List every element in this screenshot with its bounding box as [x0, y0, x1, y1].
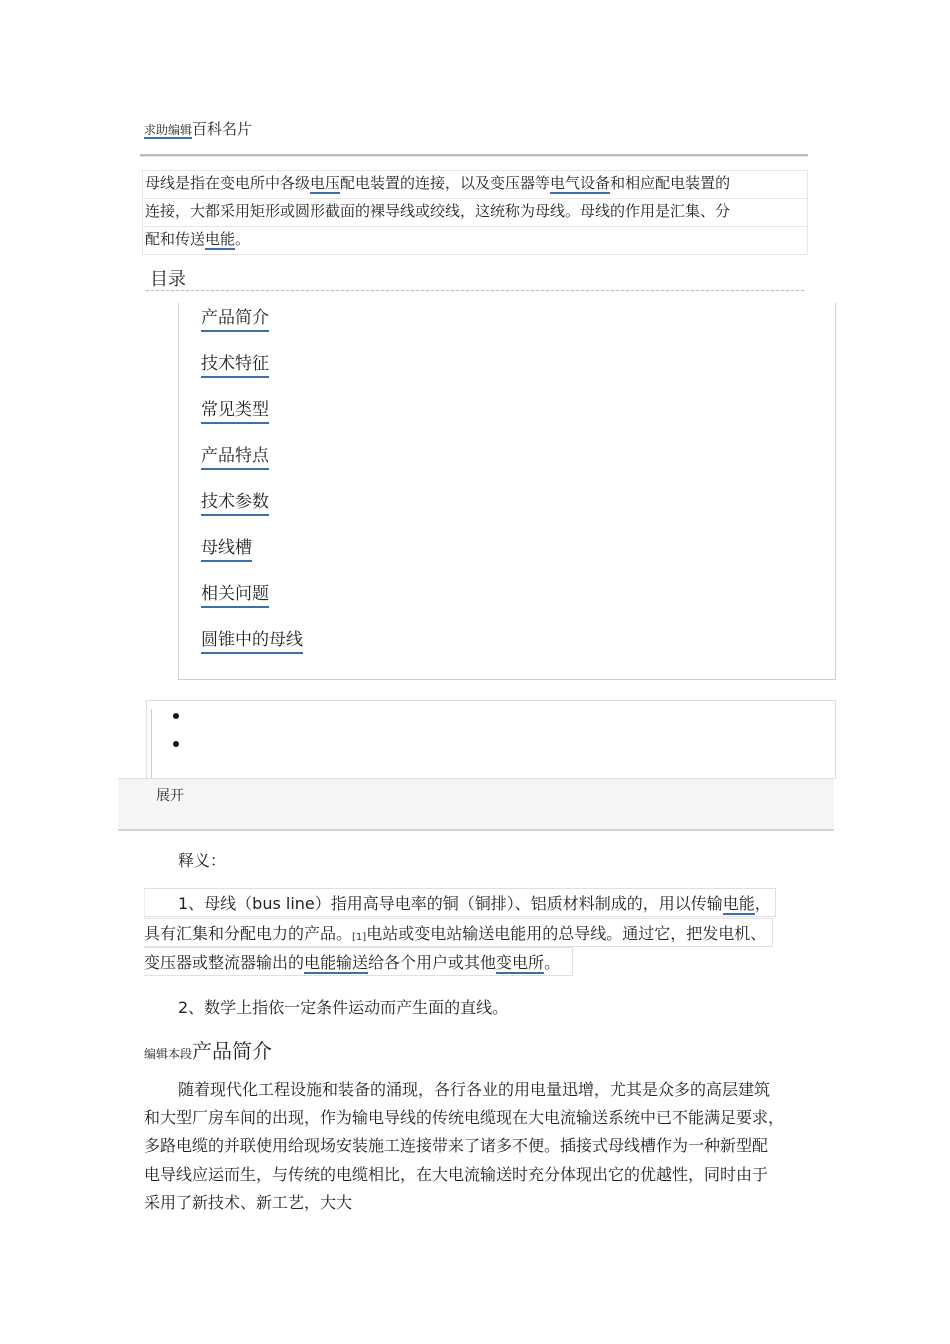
- section-title: 产品简介: [192, 1039, 273, 1063]
- toc-item-related-questions[interactable]: 相关问题: [201, 582, 269, 608]
- toc-item-product-traits[interactable]: 产品特点: [201, 444, 269, 470]
- expand-bar[interactable]: [118, 778, 834, 831]
- intro-line: 母线是指在变电所中各级电压配电装置的连接，以及变压器等电气设备和相应配电装置的: [142, 170, 808, 199]
- paragraph-line: 和大型厂房车间的出现，作为输电导线的传统电缆现在大电流输送系统中已不能满足要求，: [144, 1108, 785, 1127]
- toc-bullets: [146, 700, 836, 779]
- meaning-line-1: 1、母线（bus line）指用高导电率的铜（铜排）、铝质材料制成的，用以传输电能，: [144, 888, 776, 917]
- paragraph-line: 多路电缆的并联使用给现场安装施工连接带来了诸多不便。插接式母线槽作为一种新型配: [144, 1136, 769, 1155]
- intro-summary: [142, 170, 808, 255]
- expand-button[interactable]: 展开: [156, 788, 184, 804]
- intro-line: 配和传送电能。: [142, 227, 808, 255]
- help-edit-link[interactable]: 求助编辑: [144, 123, 193, 137]
- bullet-icon: [173, 741, 179, 747]
- top-links: [144, 118, 252, 139]
- top-divider: [140, 154, 808, 157]
- paragraph-line: 采用了新技术、新工艺，大大: [144, 1193, 353, 1212]
- link-electric-energy-2[interactable]: 电能: [722, 894, 755, 913]
- divider: [151, 709, 152, 779]
- toc-item-common-types[interactable]: 常见类型: [201, 398, 269, 424]
- intro-line: 连接，大都采用矩形或圆形截面的裸导线或绞线，这统称为母线。母线的作用是汇集、分: [142, 199, 808, 227]
- toc-item-product-intro[interactable]: 产品简介: [201, 306, 269, 332]
- baike-card-label: 百科名片: [192, 120, 253, 138]
- toc-item-busway[interactable]: 母线槽: [201, 536, 252, 562]
- toc-divider: [146, 290, 804, 291]
- link-power-transmission[interactable]: 电能输送: [304, 953, 369, 972]
- edit-section-link[interactable]: 编辑本段: [144, 1047, 193, 1061]
- link-electric-energy[interactable]: 电能: [205, 230, 236, 248]
- bullet-icon: [173, 713, 179, 719]
- paragraph-line: 随着现代化工程设施和装备的涌现，各行各业的用电量迅增，尤其是众多的高层建筑: [178, 1080, 771, 1099]
- toc-item-tech-params[interactable]: 技术参数: [201, 490, 269, 516]
- section-heading: [144, 1035, 272, 1064]
- toc-item-cone-generatrix[interactable]: 圆锥中的母线: [201, 628, 303, 654]
- toc-item-tech-features[interactable]: 技术特征: [201, 352, 269, 378]
- link-voltage[interactable]: 电压: [310, 174, 341, 192]
- meaning-line-3: 变压器或整流器输出的电能输送给各个用户或其他变电所。: [144, 947, 573, 976]
- toc-title: 目录: [150, 269, 186, 290]
- meaning-label: 释义：: [178, 851, 227, 870]
- link-substation[interactable]: 变电所: [496, 953, 545, 972]
- meaning-item-2: 2、数学上指依一定条件运动而产生面的直线。: [178, 998, 509, 1017]
- citation-ref[interactable]: [1]: [352, 932, 367, 943]
- paragraph-line: 电导线应运而生，与传统的电缆相比，在大电流输送时充分体现出它的优越性，同时由于: [144, 1165, 769, 1184]
- meaning-line-2: 具有汇集和分配电力的产品。[1]电站或变电站输送电能用的总导线。通过它，把发电机、: [144, 918, 773, 947]
- link-electrical-equipment[interactable]: 电气设备: [550, 174, 611, 192]
- toc-list: [178, 303, 836, 680]
